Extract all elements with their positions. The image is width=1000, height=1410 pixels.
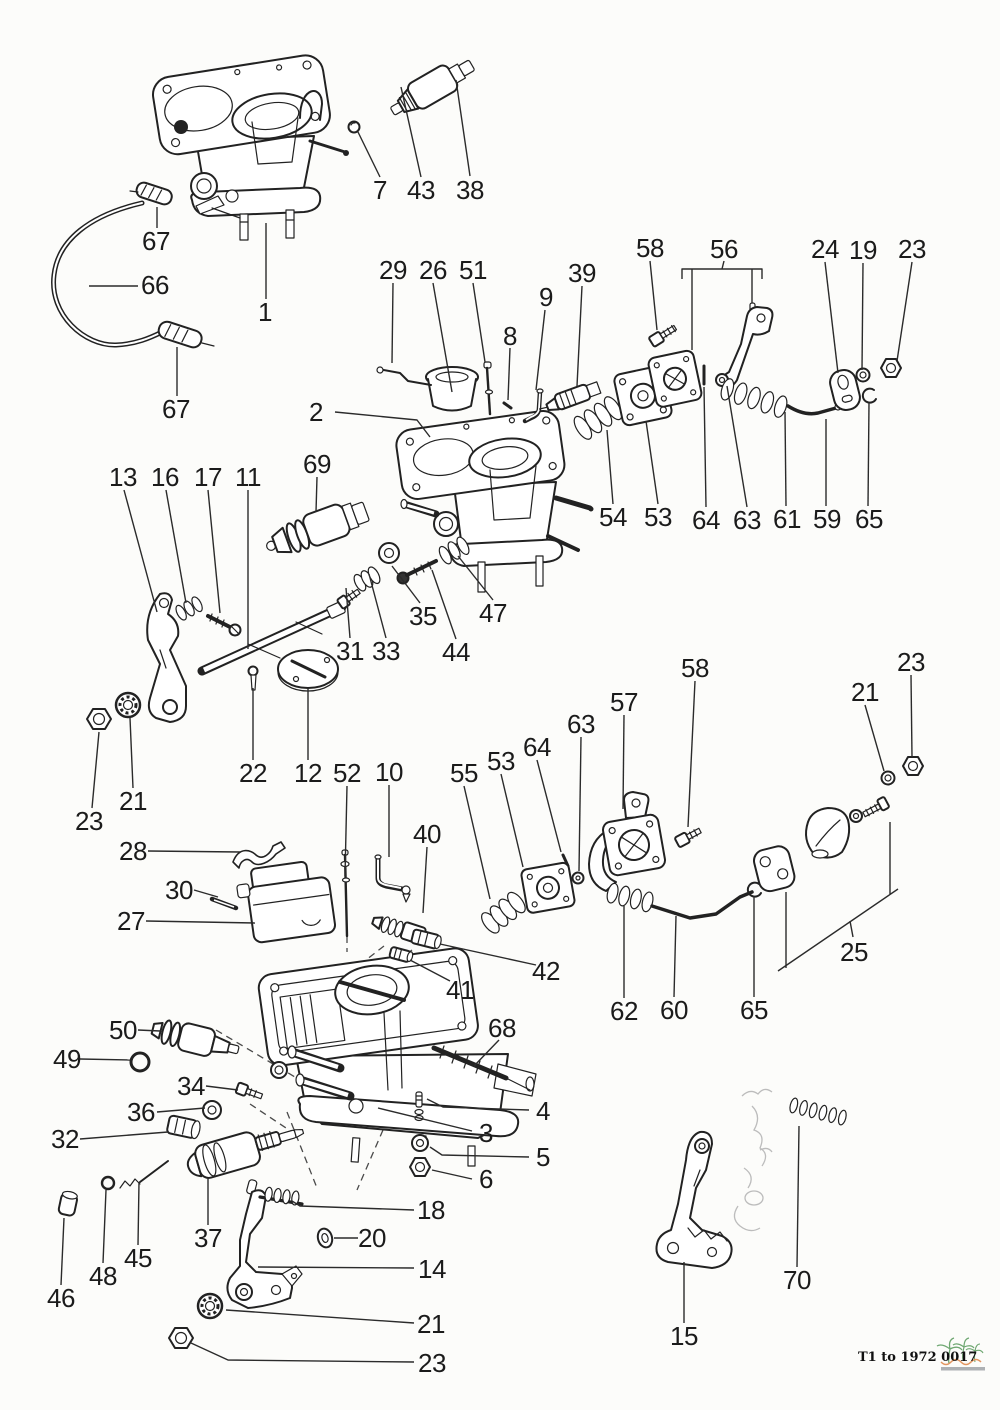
part-washer-20 (316, 1227, 334, 1249)
part-plug-32 (166, 1115, 201, 1139)
part-screw-58-upper (648, 323, 678, 347)
part-choke-plate-12 (278, 650, 338, 691)
callout-32: 32 (51, 1124, 79, 1154)
callout-15: 15 (670, 1321, 698, 1351)
callout-28: 28 (119, 836, 147, 866)
callout-31: 31 (336, 636, 364, 666)
leader-48 (103, 1190, 106, 1263)
callout-14: 14 (418, 1254, 446, 1284)
leader-54a (607, 430, 613, 504)
callout-26: 26 (419, 255, 447, 285)
part-link-rod-59 (788, 404, 841, 414)
part-screw-31 (337, 587, 362, 609)
callout-56: 56 (710, 234, 738, 264)
callout-63a: 63 (733, 505, 761, 535)
part-pump-cover-57 (589, 792, 666, 891)
callout-12: 12 (294, 758, 322, 788)
leader-16 (166, 490, 186, 603)
callout-27: 27 (117, 906, 145, 936)
leader-38 (456, 80, 470, 176)
leader-19 (862, 263, 863, 370)
leader-49 (80, 1059, 130, 1060)
callout-44: 44 (442, 637, 470, 667)
leader-46 (61, 1218, 64, 1285)
part-cutoff-valve-50 (149, 1015, 241, 1063)
callout-58a: 58 (636, 233, 664, 263)
part-boot-25 (806, 808, 849, 858)
callout-49: 49 (53, 1044, 81, 1074)
part-bowl-cover-27 (235, 859, 336, 945)
part-nut-23-right (903, 757, 923, 775)
leader-27 (146, 921, 255, 923)
callout-20: 20 (358, 1223, 386, 1253)
callout-35: 35 (409, 601, 437, 631)
leader-64b (537, 760, 561, 852)
part-washer-19 (857, 369, 870, 382)
leader-32 (80, 1132, 168, 1139)
callout-21a: 21 (119, 786, 147, 816)
part-carb-top-body (150, 53, 349, 240)
callout-6: 6 (479, 1164, 493, 1194)
leader-34 (206, 1086, 238, 1090)
callout-16: 16 (151, 462, 179, 492)
part-pin-8 (504, 403, 511, 408)
part-nut-23-upper (881, 359, 901, 377)
leader-23c (911, 675, 912, 757)
callout-55: 55 (450, 758, 478, 788)
callout-18: 18 (417, 1195, 445, 1225)
part-spring-55 (478, 889, 528, 936)
leader-58b (688, 681, 695, 827)
leader-63b (579, 737, 581, 871)
footer-part-code: T1 to 1972 0017 (858, 1350, 978, 1365)
part-stud-4 (415, 1092, 423, 1121)
leader-65a (868, 403, 869, 506)
part-cutoff-valve-top (385, 52, 479, 123)
leader-61 (785, 412, 786, 506)
callout-9: 9 (539, 282, 553, 312)
callout-38: 38 (456, 175, 484, 205)
part-screw-25 (861, 797, 890, 820)
leader-50 (138, 1030, 160, 1031)
leader-51 (473, 283, 485, 362)
part-clip-65-upper (863, 389, 876, 403)
leader-39 (577, 286, 582, 386)
callout-11: 11 (235, 462, 261, 492)
leader-14 (258, 1267, 414, 1268)
part-spring-33 (352, 565, 383, 593)
callout-10: 10 (375, 757, 403, 787)
part-spring-70 (789, 1097, 848, 1125)
callout-64a: 64 (692, 505, 720, 535)
part-diaphragm-53-lower (521, 862, 576, 914)
callout-42: 42 (532, 956, 560, 986)
callout-47: 47 (479, 598, 507, 628)
leader-23a (897, 262, 912, 361)
part-pump-rod-60 (652, 892, 752, 918)
callout-numbers (47, 175, 926, 1378)
cable-ferrule-lower (157, 320, 204, 350)
leader-30 (194, 890, 218, 897)
callout-13: 13 (109, 462, 137, 492)
part-jet-42 (411, 929, 443, 950)
leader-21d (226, 1310, 414, 1323)
part-washer-21-right (882, 772, 895, 785)
callout-57: 57 (610, 687, 638, 717)
callout-3: 3 (479, 1118, 493, 1148)
leader-29 (392, 283, 393, 363)
part-washer-5 (412, 1135, 428, 1151)
part-plug-46 (58, 1190, 79, 1216)
leader-23b (92, 732, 99, 808)
leader-24 (825, 262, 838, 373)
callout-21c: 21 (851, 677, 879, 707)
callout-7: 7 (373, 175, 387, 205)
callout-40: 40 (413, 819, 441, 849)
callout-36: 36 (127, 1097, 155, 1127)
callout-65a: 65 (855, 504, 883, 534)
callout-23d: 23 (418, 1348, 446, 1378)
part-screw-17 (208, 614, 241, 636)
callout-45: 45 (124, 1243, 152, 1273)
callout-2: 2 (309, 397, 323, 427)
part-bracket-25 (752, 844, 797, 893)
leader-36 (157, 1108, 205, 1112)
callout-58b: 58 (681, 653, 709, 683)
callout-33: 33 (372, 636, 400, 666)
callout-53b: 53 (487, 746, 515, 776)
leader-18 (292, 1201, 414, 1210)
leader-58a (650, 261, 657, 330)
leader-25 (778, 889, 898, 971)
callout-50: 50 (109, 1015, 137, 1045)
callout-19: 19 (849, 235, 877, 265)
leader-21c (865, 705, 884, 771)
leader-9 (536, 310, 545, 390)
part-nut-6 (410, 1158, 430, 1176)
callout-39: 39 (568, 258, 596, 288)
callout-59: 59 (813, 504, 841, 534)
part-needle-valve (484, 362, 493, 414)
part-screw-22 (249, 667, 258, 691)
part-solenoid-37 (183, 1117, 308, 1183)
leader-7 (358, 132, 380, 177)
part-nut-23-left (87, 709, 111, 729)
callout-30: 30 (165, 875, 193, 905)
callout-43: 43 (407, 175, 435, 205)
callout-51: 51 (459, 255, 487, 285)
callout-5: 5 (536, 1142, 550, 1172)
part-oring-48 (102, 1177, 114, 1189)
callout-52: 52 (333, 758, 361, 788)
callout-70: 70 (783, 1265, 811, 1295)
leader-70 (797, 1126, 799, 1267)
part-needle-45 (120, 1161, 168, 1188)
callout-21d: 21 (417, 1309, 445, 1339)
part-lever-15 (656, 1132, 731, 1268)
part-pump-lever-56 (721, 303, 773, 387)
leader-57 (623, 715, 624, 809)
callout-29: 29 (379, 255, 407, 285)
callout-23a: 23 (898, 234, 926, 264)
callout-68: 68 (488, 1013, 516, 1043)
leader-64a (704, 387, 706, 507)
callout-69: 69 (303, 449, 331, 479)
callout-8: 8 (503, 321, 517, 351)
leader-56 (682, 269, 762, 279)
leader-17 (208, 490, 220, 613)
callout-54a: 54 (599, 502, 627, 532)
leader-21a (130, 718, 133, 788)
part-screw-58-lower (674, 826, 702, 848)
leader-5 (430, 1147, 529, 1157)
part-washer-63-lower (573, 873, 584, 884)
leader-6 (432, 1170, 472, 1179)
part-ghost-sketch (734, 1089, 772, 1230)
part-lock-washer-21-bottom (198, 1294, 222, 1318)
callout-24: 24 (811, 234, 839, 264)
callout-37: 37 (194, 1223, 222, 1253)
leader-45 (138, 1182, 139, 1245)
leader-40 (423, 847, 427, 913)
part-spring-62 (605, 882, 654, 913)
leader-25 (850, 921, 853, 937)
callout-63b: 63 (567, 709, 595, 739)
leader-60 (674, 916, 676, 997)
callout-22: 22 (239, 758, 267, 788)
callout-65b: 65 (740, 995, 768, 1025)
callout-34: 34 (177, 1071, 205, 1101)
part-nut-23-bottom (169, 1328, 193, 1348)
part-pump-cover-upper (647, 350, 702, 408)
leader-28 (148, 851, 240, 852)
callout-41: 41 (446, 975, 474, 1005)
leader-53b (501, 774, 523, 867)
callout-23b: 23 (75, 806, 103, 836)
part-lock-washer-21-left (116, 693, 140, 717)
leader-53a (646, 421, 658, 504)
callout-1: 1 (258, 297, 272, 327)
callout-67a: 67 (142, 226, 170, 256)
leader-55 (464, 786, 490, 899)
callout-23c: 23 (897, 647, 925, 677)
part-oring-49 (131, 1053, 149, 1071)
leader-13 (124, 490, 157, 612)
part-fuel-pipe-10 (375, 855, 410, 902)
part-washer-36 (203, 1101, 221, 1119)
callout-4: 4 (536, 1096, 550, 1126)
leader-23d (191, 1343, 414, 1362)
part-pin-30 (212, 899, 236, 908)
callout-64b: 64 (523, 732, 551, 762)
part-spring-16 (174, 595, 204, 621)
callout-62: 62 (610, 996, 638, 1026)
part-washer-35 (379, 543, 399, 563)
callout-48: 48 (89, 1261, 117, 1291)
callout-67b: 67 (162, 394, 190, 424)
leader-69 (316, 477, 317, 512)
part-ball-7 (349, 122, 360, 133)
callout-53a: 53 (644, 502, 672, 532)
callout-25: 25 (840, 937, 868, 967)
part-choke-cable (54, 181, 214, 350)
part-float-lever (377, 367, 431, 385)
part-screw-34 (235, 1082, 263, 1101)
callout-46: 46 (47, 1283, 75, 1313)
callout-61: 61 (773, 504, 801, 534)
callout-60: 60 (660, 995, 688, 1025)
leader-8 (508, 348, 510, 400)
callout-66: 66 (141, 270, 169, 300)
part-gasket-28 (233, 842, 285, 868)
callout-17: 17 (194, 462, 222, 492)
part-washer-25 (850, 810, 862, 822)
